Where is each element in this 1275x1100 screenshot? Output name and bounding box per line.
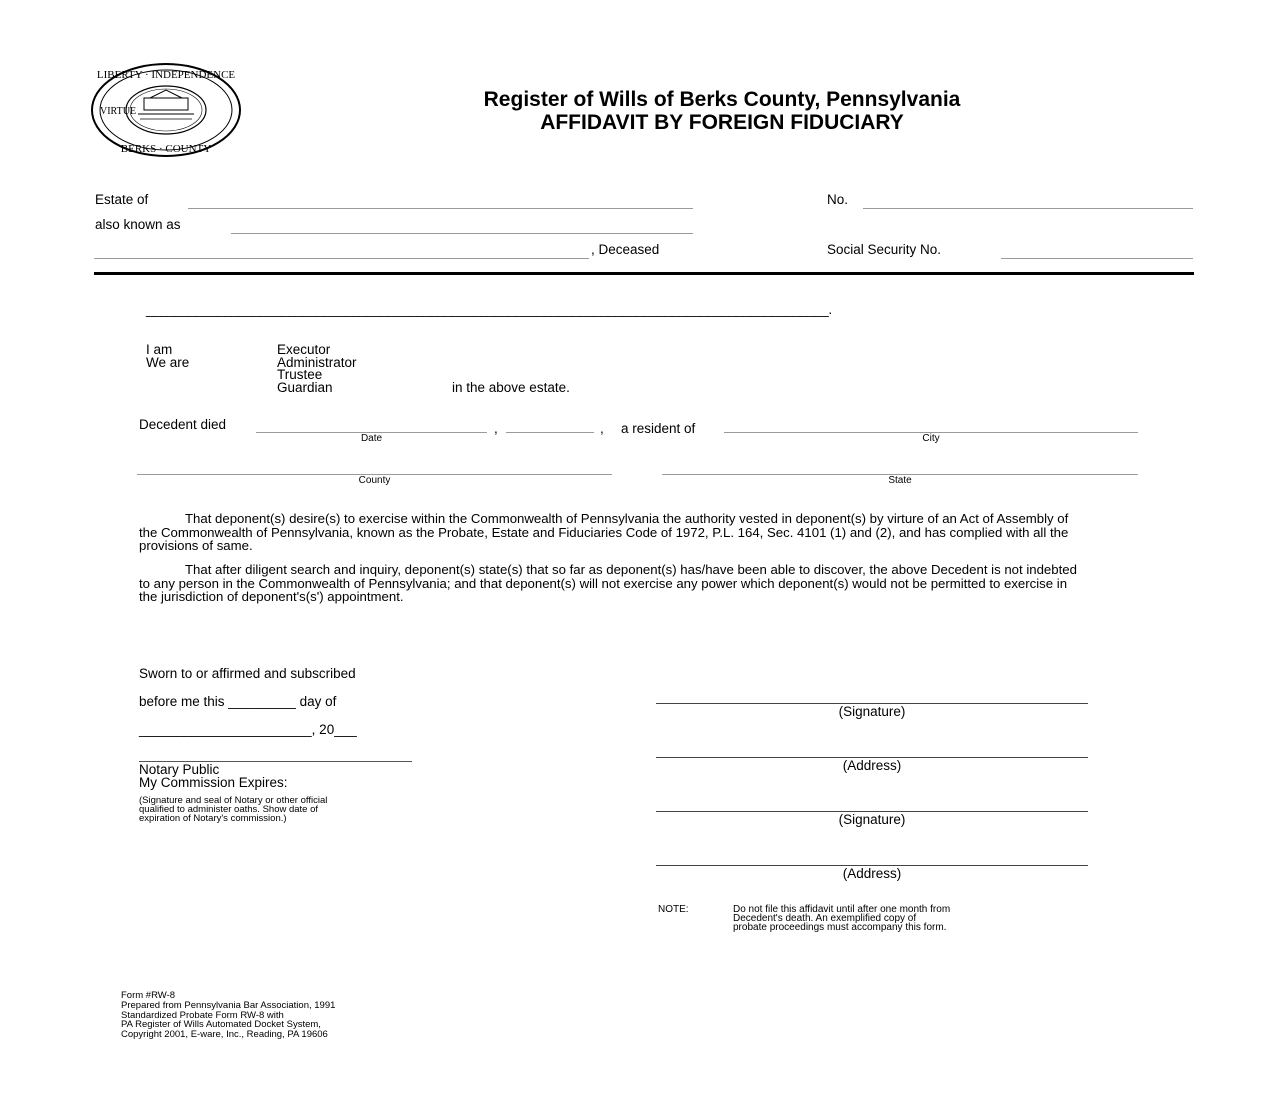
death-year-input[interactable] — [506, 417, 594, 433]
also-known-as-input[interactable] — [231, 217, 693, 233]
role-guardian: Guardian — [277, 380, 333, 395]
svg-text:VIRTUE: VIRTUE — [100, 106, 137, 117]
before-me-label[interactable]: before me this _________ day of — [139, 694, 337, 709]
ssn-label: Social Security No. — [827, 242, 942, 257]
note-line-1: Do not file this affidavit until after one month from — [733, 904, 951, 915]
state-input[interactable] — [662, 458, 1138, 474]
also-known-as-label: also known as — [95, 217, 181, 232]
note-label: NOTE: — [658, 904, 689, 915]
date-caption: Date — [360, 433, 383, 444]
section-divider — [94, 272, 1194, 275]
city-input[interactable] — [724, 417, 1138, 433]
deceased-line — [94, 258, 589, 259]
death-year-line — [506, 432, 594, 433]
commission-label: My Commission Expires: — [139, 775, 288, 790]
form-title: AFFIDAVIT BY FOREIGN FIDUCIARY — [540, 111, 904, 134]
note-line-2: Decedent's death. An exemplified copy of — [733, 913, 917, 924]
case-number-line — [863, 208, 1193, 209]
no-label: No. — [827, 192, 849, 207]
estate-of-input[interactable] — [188, 192, 693, 208]
deceased-name-input[interactable] — [94, 242, 589, 258]
sworn-label: Sworn to or affirmed and subscribed — [139, 666, 356, 681]
footer-line-2: Prepared from Pennsylvania Bar Association, 1991 — [121, 1000, 336, 1011]
state-caption: State — [888, 475, 912, 486]
svg-text:BERKS · COUNTY: BERKS · COUNTY — [120, 143, 212, 155]
role-administrator: Administrator — [277, 355, 357, 370]
page-title: Register of Wills of Berks County, Pennsylvania — [483, 88, 961, 111]
notary-public-label: Notary Public — [139, 762, 220, 777]
county-caption: County — [358, 475, 391, 486]
footer-form-number: Form #RW-8 — [121, 990, 176, 1001]
signature-1-caption: (Signature) — [838, 704, 906, 719]
notary-note-2: qualified to administer oaths. Show date of — [139, 804, 319, 815]
estate-of-line — [188, 208, 693, 209]
in-estate-label: in the above estate. — [452, 380, 570, 395]
footer-copyright: Copyright 2001, E-ware, Inc., Reading, PA 19606 — [121, 1029, 328, 1040]
death-date-input[interactable] — [256, 417, 487, 433]
svg-text:LIBERTY · INDEPENDENCE: LIBERTY · INDEPENDENCE — [96, 69, 236, 81]
deceased-label: , Deceased — [591, 242, 660, 257]
notary-note-3: expiration of Notary's commission.) — [139, 813, 287, 824]
i-am-label: I am — [146, 342, 173, 357]
paragraph-indebtedness-text: That after diligent search and inquiry, deponent(s) state(s) that so far as deponent(s) has/have been able to discover, the above Decedent is not indebted to any person in the Commonwealth of Pennsylvania; and that deponent(s) will not exercise any power which deponent(s) would not be permitted to exercise in the jurisdiction of deponent's(s') appointment. — [139, 562, 1077, 604]
year-line[interactable]: _______________________, 20___ — [139, 722, 357, 737]
paragraph-authority — [139, 512, 1079, 553]
city-caption: City — [922, 433, 940, 444]
we-are-label: We are — [146, 355, 190, 370]
footer-line-3: Standardized Probate Form RW-8 with — [121, 1010, 284, 1021]
footer-line-4: PA Register of Wills Automated Docket System, — [121, 1019, 321, 1030]
resident-of-label: a resident of — [621, 421, 696, 436]
estate-of-label: Estate of — [95, 192, 149, 207]
note-line-3: probate proceedings must accompany this form. — [733, 922, 947, 933]
ssn-line — [1001, 258, 1193, 259]
comma-1: , — [494, 421, 498, 436]
role-executor: Executor — [277, 342, 331, 357]
signature-2-caption: (Signature) — [838, 812, 906, 827]
decedent-died-label: Decedent died — [139, 417, 227, 432]
notary-note-1: (Signature and seal of Notary or other official — [139, 795, 328, 806]
address-1-caption: (Address) — [842, 758, 902, 773]
deponent-name-line[interactable]: ________________________________________________________________________________________________. — [146, 302, 832, 317]
address-2-caption: (Address) — [842, 866, 902, 881]
county-input[interactable] — [137, 458, 612, 474]
paragraph-indebtedness — [139, 563, 1079, 604]
also-known-as-line — [231, 233, 693, 234]
paragraph-authority-text: That deponent(s) desire(s) to exercise within the Commonwealth of Pennsylvania the authority vested in deponent(s) by virture of an Act of Assembly of the Commonwealth of Pennsylvania, known as the Probate, Estate and Fiduciaries Code of 1972, P.L. 164, Sec. 4101 (1) and (2), and has complied with all the provisions of same. — [139, 511, 1069, 553]
comma-2: , — [600, 421, 604, 436]
role-trustee: Trustee — [277, 367, 323, 382]
ssn-input[interactable] — [1001, 242, 1193, 258]
case-number-input[interactable] — [863, 192, 1193, 208]
